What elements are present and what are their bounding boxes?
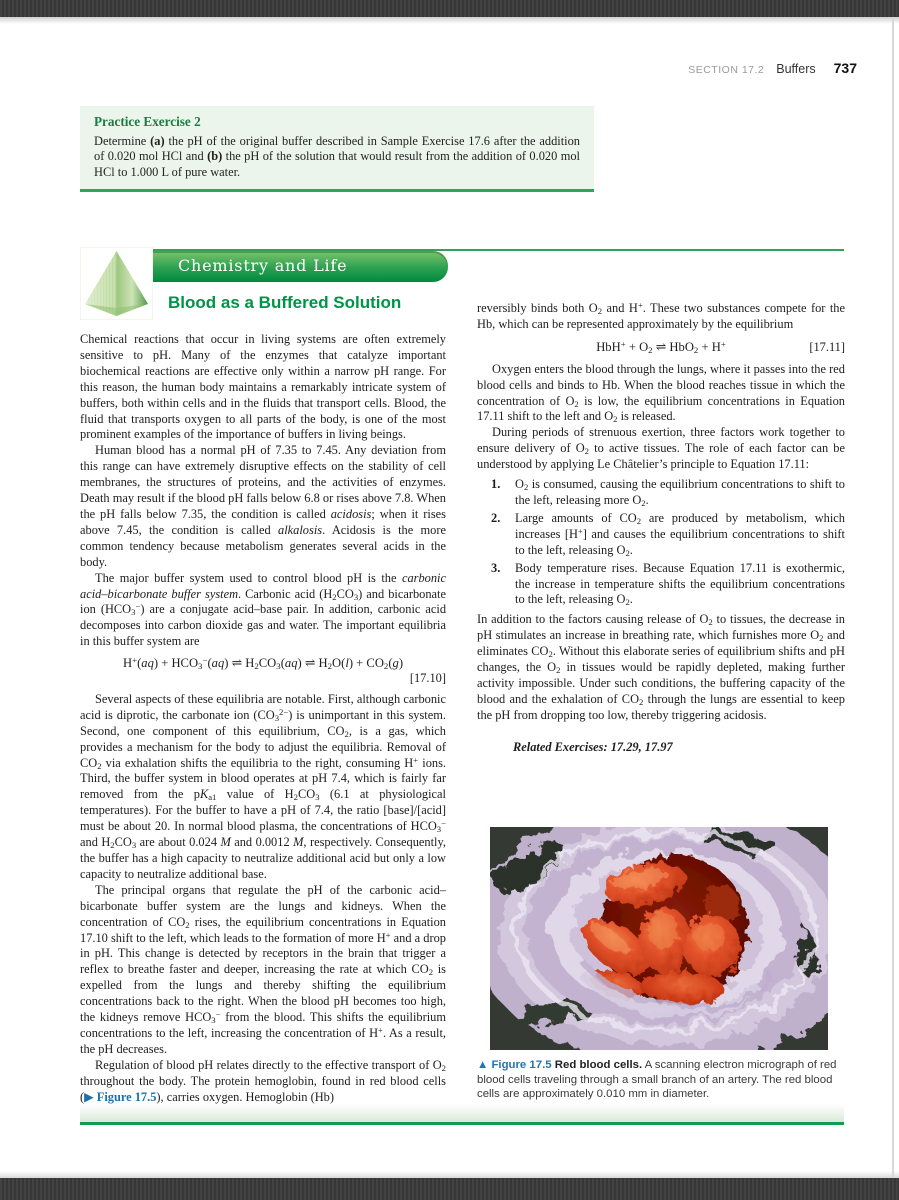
equation-formula: $HbH^+ + O_2$ ⇌ HbO$_2$ + H+ [596,338,726,355]
equation-number: [17.10] [409,671,446,686]
practice-exercise-body: Determine (a) the pH of the original buffer described in Sample Exercise 17.6 after the addition of 0.020 mol HCl and (b) the pH of the solution that would result from the addition of 0.020 mol HCl to 1.000 L of pure water. [94,134,581,179]
related-exercises: Related Exercises: 17.29, 17.97 [513,739,673,754]
feature-bottom-rule [80,1122,844,1125]
figure-caption-arrow-icon: ▲ [477,1059,489,1071]
left-column [80,332,446,1106]
section-label: SECTION 17.2 [688,64,765,76]
practice-exercise-box [80,106,594,192]
top-binding-bar [0,0,899,17]
list-item [477,511,845,559]
list-number: 3. [491,560,501,575]
running-head [688,60,857,76]
list-number: 2. [491,510,501,525]
page-bottom-shadow [0,1171,899,1178]
list-item [477,477,845,509]
figure-caption-text: A scanning electron micrograph of red blood cells traveling through a small branch of an artery. The red blood cells are approximately 0.010 mm in diameter. [477,1059,837,1100]
list-text: Body temperature rises. Because Equation 17.11 is exothermic, the increase in temperature shifts the equilibrium concentrations to the left, releasing $O_2$. [515,560,845,608]
list-text: Large amounts of $CO_2$ are produced by metabolism, which increases [H+] and causes the equilibrium concentrations to shift to the left, releasing $O_2$. [515,510,845,558]
page-right-edge [892,17,894,1178]
page-top-shadow [0,17,899,24]
paragraph: During periods of strenuous exertion, three factors work together to ensure delivery of $O_2$ to active tissues. The role of each factor can be understood by applying Le Châtelier’s principle to Equation 17.11: [477,425,845,472]
right-column [477,301,845,756]
figure-caption-bold: Red blood cells. [554,1059,643,1071]
paragraph: Human blood has a normal pH of 7.35 to 7.45. Any deviation from this range can have extremely disruptive effects on the stability of cell membranes, the structures of proteins, and the activities of enzymes. Death may result if the blood pH falls below 6.8 or rises above 7.8. When the pH falls below 7.35, the condition is called acidosis; when it rises above 7.45, the condition is called alkalosis. Acidosis is the more common tendency because metabolism generates several acids in the body. [80,443,446,569]
article-title: Blood as a Buffered Solution [168,293,402,312]
paragraph: Oxygen enters the blood through the lungs, where it passes into the red blood cells and binds to Hb. When the blood reaches tissue in which the concentration of $O_2$ is low, the equilibrium concentrations in Equation 17.11 shift to the left and $O_2$ is released. [477,361,845,425]
list-item [477,561,845,609]
paragraph: reversibly binds both $O_2$ and H+. These two substances compete for the Hb, which can be represented approximately by the equilibrium [477,300,845,331]
paragraph: The principal organs that regulate the pH of the carbonic acid–bicarbonate buffer system are the lungs and kidneys. When the concentration of $CO_2$ rises, the equilibrium concentrations in Equation 17.10 shift to the left, which leads to the formation of more H+ and a drop in pH. This change is detected by receptors in the brain that trigger a reflex to breathe faster and deeper, increasing the rate at which $CO_2$ is expelled from the lungs and thereby shifting the equilibrium concentrations back to the right. When the blood pH becomes too high, the kidneys remove $HCO_3^-$ from the blood. This shifts the equilibrium concentrations to the left, increasing the concentration of H+. As a result, the pH decreases. [80,882,446,1056]
chemistry-and-life-banner [151,251,448,282]
equation-17-10 [80,656,446,687]
feature-bottom-band [80,1104,844,1122]
equation-formula: $H^+(aq) + HCO_3^-(aq)$ ⇌ $H_2CO_3(aq)$ ⇌ $H_2O(l) + CO_2(g)$ [122,655,404,672]
paragraph: Several aspects of these equilibria are notable. First, although carbonic acid is diprotic, the carbonate ion $(CO_3^{2-})$ is unimportant in this system. Second, one component of this equilibrium, $CO_2$, is a gas, which provides a mechanism for the body to adjust the equilibria. Removal of $CO_2$ via exhalation shifts the equilibria to the right, consuming H+ ions. Third, the buffer system in blood operates at pH 7.4, which is fairly far removed from the $pK_{a1}$ value of $H_2CO_3$ (6.1 at physiological temperatures). For the buffer to have a pH of 7.4, the ratio [base]/[acid] must be about 20. In normal blood plasma, the concentrations of $HCO_3^-$ and $H_2CO_3$ are about 0.024 M and 0.0012 M, respectively. Consequently, the buffer has a high capacity to neutralize additional acid but only a low capacity to neutralize additional base. [80,691,446,881]
banner-title: Chemistry and Life [178,256,348,275]
list-text: $O_2$ is consumed, causing the equilibrium concentrations to shift to the left, releasing more $O_2$. [515,477,845,508]
section-title: Buffers [776,62,816,76]
bottom-binding-bar [0,1178,899,1200]
paragraph: In addition to the factors causing release of $O_2$ to tissues, the decrease in pH stimulates an increase in breathing rate, which furnishes more $O_2$ and eliminates $CO_2$. Without this elaborate series of equilibrium shifts and pH changes, the $O_2$ in tissues would be rapidly depleted, making further activity impossible. Under such conditions, the buffering capacity of the blood and the exhalation of $CO_2$ through the lungs are essential to keep the pH from dropping too low, thereby triggering acidosis. [477,612,845,722]
practice-exercise-title: Practice Exercise 2 [94,114,201,129]
equation-17-11 [477,340,845,356]
page-number: 737 [833,60,857,76]
figure-caption-label: Figure 17.5 [491,1059,552,1071]
paragraph: Chemical reactions that occur in living systems are often extremely sensitive to pH. Many of the enzymes that catalyze important biochemical reactions are effective only within a narrow pH range. For this reason, the human body maintains a remarkably intricate system of buffers, both within cells and in the fluids that transport cells. Blood, the fluid that transports oxygen to all parts of the body, is one of the most prominent examples of the importance of buffers in living beings. [80,332,446,442]
paragraph: Regulation of blood pH relates directly to the effective transport of $O_2$ throughout the body. The protein hemoglobin, found in red blood cells (▶ Figure 17.5), carries oxygen. Hemoglobin (Hb) [80,1057,446,1104]
list-number: 1. [491,477,501,492]
numbered-list [477,477,845,608]
equation-number: [17.11] [809,339,845,354]
paragraph: The major buffer system used to control blood pH is the carbonic acid–bicarbonate buffer system. Carbonic acid $(H_2CO_3)$ and bicarbonate ion $(HCO_3^-)$ are a conjugate acid–base pair. In addition, carbonic acid decomposes into carbon dioxide gas and water. The important equilibria in this buffer system are [80,570,447,649]
figure-17-5-image [490,827,828,1050]
chemistry-and-life-pyramid-icon [80,247,153,320]
figure-caption [477,1058,847,1102]
